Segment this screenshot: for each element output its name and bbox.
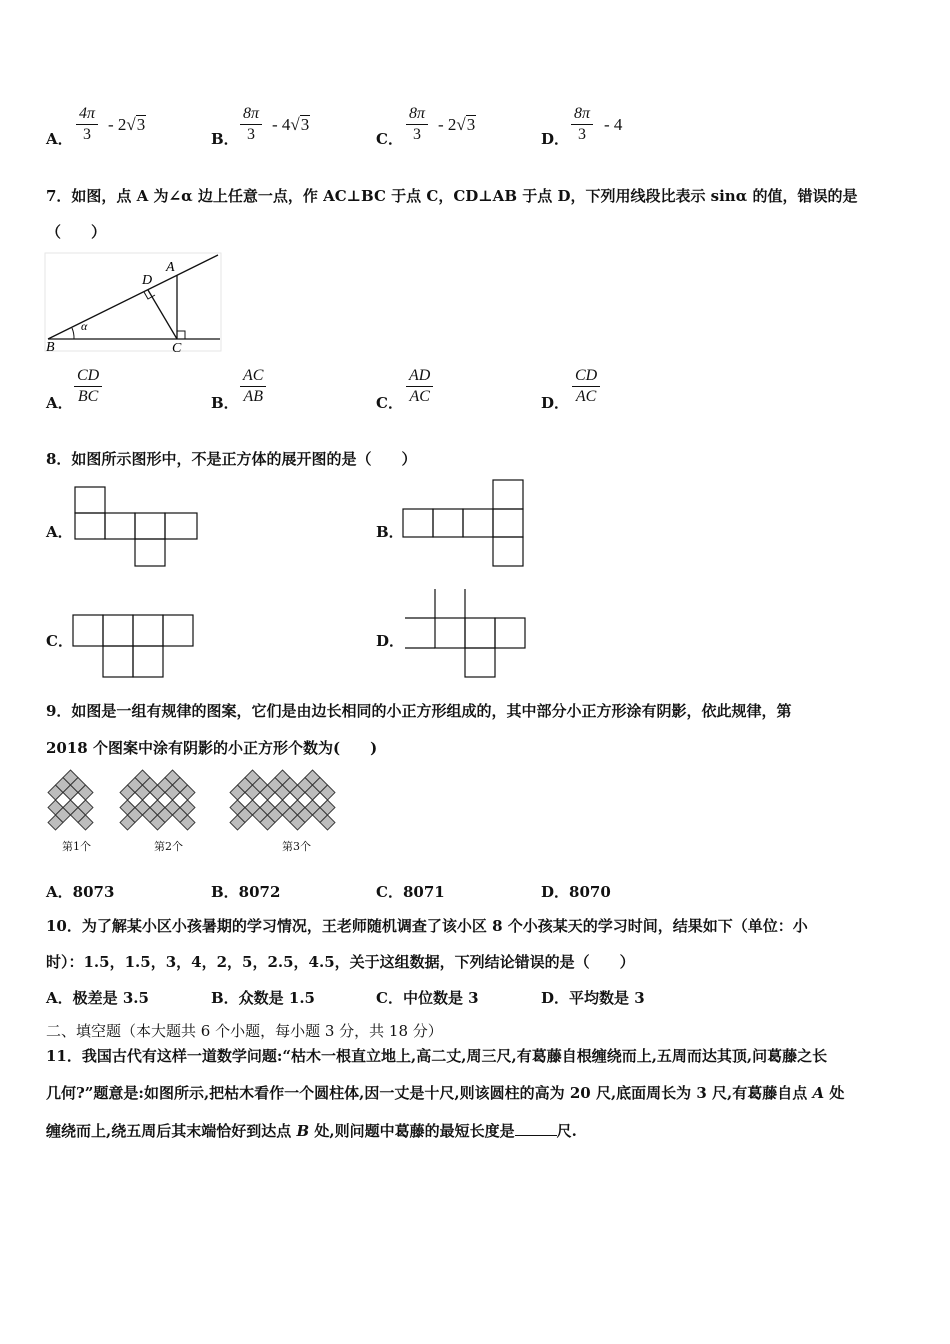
q6-option-c-fraction <box>406 104 428 145</box>
denominator: 3 <box>83 126 91 143</box>
q7-stem-line1: 7．如图，点 A 为∠α 边上任意一点，作 AC⊥BC 于点 C，CD⊥AB 于点 D，下列用线段比表示 sinα 的值，错误的是 <box>46 187 858 205</box>
numerator: CD <box>74 366 102 387</box>
radicand: 3 <box>300 115 310 134</box>
minus-sign: - <box>108 115 114 134</box>
net-square <box>105 513 135 539</box>
q11-stem-line3 <box>46 1121 577 1141</box>
q10-option-b[interactable]: B．众数是 1.5 <box>211 989 315 1007</box>
numerator: 8π <box>571 104 593 125</box>
q6-option-a-tail <box>108 115 146 135</box>
numerator: 8π <box>406 104 428 125</box>
q8-net-c <box>72 614 196 680</box>
q11-stem-line1: 11．我国古代有这样一道数学问题:“枯木一根直立地上,高二丈,周三尺,有葛藤自根缠绕而上,五周而达其顶,问葛藤之长 <box>46 1047 828 1065</box>
q6-option-b-tail <box>272 115 310 135</box>
numerator: AC <box>240 366 266 387</box>
numerator: 4π <box>76 104 98 125</box>
coefficient: 2 <box>117 115 127 134</box>
q8-net-a <box>74 486 200 568</box>
figure-border <box>45 253 221 351</box>
q7-option-c-letter[interactable]: C． <box>376 394 403 412</box>
answer-blank[interactable] <box>515 1121 557 1136</box>
radicand: 3 <box>466 115 476 134</box>
q9-option-d[interactable]: D．8070 <box>541 883 611 901</box>
q9-option-b[interactable]: B．8072 <box>211 883 281 901</box>
net-square <box>495 618 525 648</box>
q8-option-b-letter[interactable]: B． <box>376 523 404 541</box>
numerator: CD <box>572 366 600 387</box>
q11-line3-text: 缠绕而上,绕五周后其末端恰好到达点 <box>46 1122 297 1140</box>
net-square <box>133 646 163 677</box>
net-square <box>103 646 133 677</box>
q11-line2-text: 几何?”题意是:如图所示,把枯木看作一个圆柱体,因一丈是十尺,则该圆柱的高为 20 尺,底面周长为 3 尺,有葛藤自点 <box>46 1084 813 1102</box>
net-square <box>135 539 165 566</box>
q9-pattern-figure <box>46 770 368 832</box>
q11-line2-tail: 处 <box>824 1084 845 1102</box>
q7-option-a-letter[interactable]: A． <box>46 394 73 412</box>
sqrt-symbol: √ <box>456 115 466 134</box>
radicand: 3 <box>136 115 146 134</box>
q9-stem-line1: 9．如图是一组有规律的图案，它们是由边长相同的小正方形组成的，其中部分小正方形涂有阴影，依此规律，第 <box>46 702 792 720</box>
q7-option-d-fraction <box>572 366 600 407</box>
q7-triangle-figure <box>44 252 226 356</box>
constant: 4 <box>613 115 623 134</box>
label-b: B <box>46 340 55 355</box>
label-alpha: α <box>81 319 88 333</box>
q8-net-d <box>404 588 528 680</box>
q8-option-c-letter[interactable]: C． <box>46 632 73 650</box>
label-d: D <box>142 273 153 288</box>
q8-stem: 8．如图所示图形中，不是正方体的展开图的是（ ） <box>46 450 417 468</box>
q9-caption-3: 第3个 <box>282 840 311 853</box>
q9-option-a[interactable]: A．8073 <box>46 883 115 901</box>
minus-sign: - <box>272 115 278 134</box>
label-a: A <box>166 260 175 275</box>
q10-option-a[interactable]: A．极差是 3.5 <box>46 989 149 1007</box>
denominator: AB <box>243 388 263 405</box>
q9-caption-1: 第1个 <box>62 840 91 853</box>
q7-option-a-fraction <box>74 366 102 407</box>
coefficient: 4 <box>281 115 291 134</box>
net-square <box>163 615 193 646</box>
net-square <box>465 618 495 648</box>
q7-option-d-letter[interactable]: D． <box>541 394 570 412</box>
q11-line3-mid: 处,则问题中葛藤的最短长度是 <box>309 1122 515 1140</box>
q6-option-d-fraction <box>571 104 593 145</box>
q6-option-c-letter[interactable]: C． <box>376 130 403 148</box>
net-square <box>73 615 103 646</box>
q11-stem-line2 <box>46 1083 844 1103</box>
q7-stem-line2: （ ） <box>46 223 107 241</box>
minus-sign: - <box>438 115 444 134</box>
q10-stem-line1: 10．为了解某小区小孩暑期的学习情况，王老师随机调查了该小区 8 个小孩某天的学习时间，结果如下（单位：小 <box>46 917 808 935</box>
q6-option-b-letter[interactable]: B． <box>211 130 239 148</box>
q6-option-b-fraction <box>240 104 262 145</box>
q7-option-b-fraction <box>240 366 266 407</box>
numerator: 8π <box>240 104 262 125</box>
net-square <box>75 487 105 513</box>
denominator: 3 <box>247 126 255 143</box>
net-square <box>493 509 523 537</box>
q11-line3-unit: 尺. <box>556 1122 577 1140</box>
denominator: AC <box>575 388 597 405</box>
denominator: AC <box>409 388 430 405</box>
q9-option-c[interactable]: C．8071 <box>376 883 445 901</box>
net-square <box>493 537 523 566</box>
segment-cd <box>148 290 177 339</box>
q8-net-b <box>402 479 526 569</box>
net-square <box>75 513 105 539</box>
ray-ba <box>48 255 218 339</box>
q10-option-c[interactable]: C．中位数是 3 <box>376 989 479 1007</box>
net-square <box>493 480 523 509</box>
net-square <box>103 615 133 646</box>
denominator: 3 <box>413 126 421 143</box>
net-square <box>465 648 495 677</box>
net-square <box>433 509 463 537</box>
net-square <box>435 618 465 648</box>
sqrt-symbol: √ <box>126 115 136 134</box>
q8-option-d-letter[interactable]: D． <box>376 632 405 650</box>
q7-option-b-letter[interactable]: B． <box>211 394 239 412</box>
q6-option-d-tail <box>604 115 622 135</box>
q9-caption-2: 第2个 <box>154 840 183 853</box>
q6-option-a-letter[interactable]: A． <box>46 130 73 148</box>
minus-sign: - <box>604 115 610 134</box>
q10-option-d[interactable]: D．平均数是 3 <box>541 989 645 1007</box>
section-heading-fill-in: 二、填空题（本大题共 6 个小题，每小题 3 分，共 18 分） <box>46 1022 443 1040</box>
label-c: C <box>172 341 182 356</box>
denominator: 3 <box>578 126 586 143</box>
numerator: AD <box>406 366 433 387</box>
pattern-group <box>48 770 335 830</box>
denominator: BC <box>77 388 99 405</box>
point-b-label: B <box>296 1122 310 1140</box>
net-square <box>403 509 433 537</box>
sqrt-symbol: √ <box>290 115 300 134</box>
q9-stem-line2: 2018 个图案中涂有阴影的小正方形个数为( ) <box>46 739 378 757</box>
net-square <box>135 513 165 539</box>
point-a-label: A <box>812 1084 825 1102</box>
q8-option-a-letter[interactable]: A． <box>46 523 73 541</box>
net-square <box>165 513 197 539</box>
q6-option-a-fraction <box>76 104 98 145</box>
q6-option-c-tail <box>438 115 476 135</box>
q6-option-d-letter[interactable]: D． <box>541 130 570 148</box>
right-angle-c <box>177 331 185 339</box>
coefficient: 2 <box>447 115 457 134</box>
net-square <box>463 509 493 537</box>
alpha-arc <box>72 328 74 339</box>
q10-stem-line2: 时）：1.5，1.5，3，4，2，5，2.5，4.5，关于这组数据，下列结论错误的是（ ） <box>46 953 635 971</box>
net-square <box>133 615 163 646</box>
q7-option-c-fraction <box>406 366 433 407</box>
